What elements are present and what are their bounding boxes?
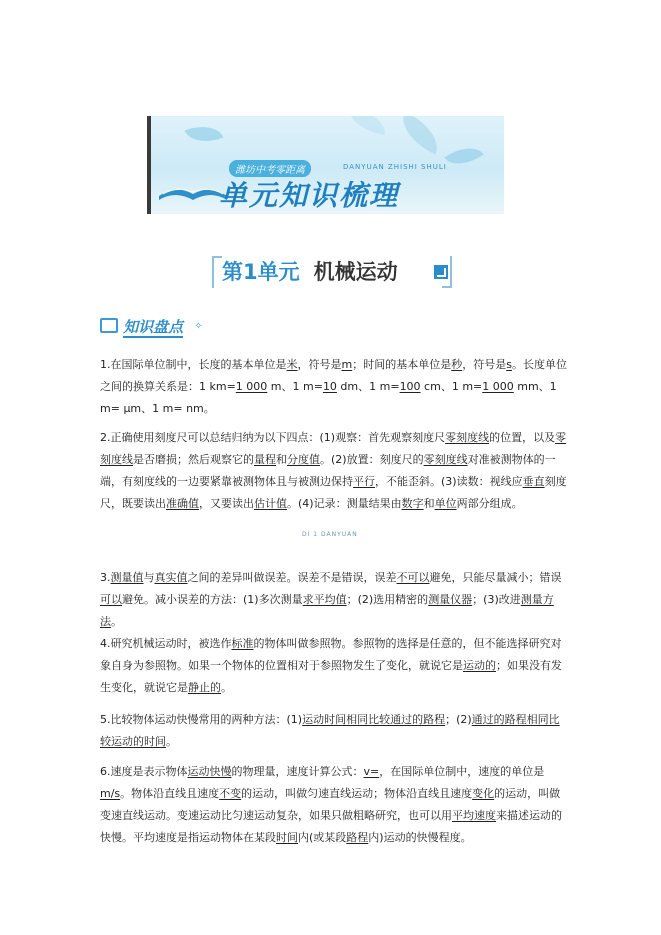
- answer: 静止的: [188, 681, 221, 694]
- paragraph-6: [100, 761, 568, 849]
- text: 2.正确使用刻度尺可以总结归纳为以下四点：(1)观察：首先观察刻度尺: [100, 431, 446, 444]
- leaf-decoration: [185, 119, 224, 149]
- text: 刻度尺，既要读出: [100, 475, 567, 510]
- arrow-icon: [434, 265, 448, 279]
- answer: 变化: [472, 787, 495, 800]
- answer: m/s: [100, 787, 121, 800]
- answer: 路程: [346, 831, 369, 844]
- answer: 平行: [353, 475, 375, 488]
- unit-topic: 机械运动: [313, 260, 398, 284]
- answer: 时间: [276, 831, 298, 844]
- answer: 测量方法: [100, 593, 554, 628]
- text: ，符号是: [462, 358, 507, 371]
- answer: 测量仪器: [428, 593, 473, 606]
- paragraph-5: [100, 709, 568, 753]
- text: 的物理量，速度计算公式：: [231, 765, 364, 778]
- answer: 不变: [219, 787, 242, 800]
- text: 与: [143, 571, 155, 584]
- answer: m: [341, 358, 353, 371]
- answer: 通过的路程相同比较运动的时间: [100, 713, 560, 748]
- text: 。: [221, 681, 232, 694]
- text: 6.速度是表示物体: [100, 765, 188, 778]
- text: 3.: [100, 571, 111, 584]
- answer: 单位: [434, 497, 457, 510]
- text: ，在国际单位制中，速度的单位是: [379, 765, 545, 778]
- answer: 10: [322, 380, 337, 393]
- text: 避免。减小误差的方法：(1)多次测量: [122, 593, 303, 606]
- text: ；(3)改进: [472, 593, 521, 606]
- text: 1.在国际单位制中，长度的基本单位是: [100, 358, 287, 371]
- leaf-decoration: [345, 116, 388, 135]
- unit-pinyin: DI 1 DANYUAN: [302, 531, 358, 538]
- answer: 1 000: [235, 380, 268, 393]
- text: ；(2)选用精密的: [346, 593, 429, 606]
- answer: 运动的: [463, 659, 496, 672]
- banner-edge: [147, 116, 151, 214]
- answer: 数字: [401, 497, 424, 510]
- text: 的位置，以及: [489, 431, 556, 444]
- text: 对准被测物体的一端，有刻度线的一边要紧靠被测物体且与被测边保持: [100, 453, 556, 488]
- answer: 米: [286, 358, 298, 371]
- text: dm、1 m=: [336, 380, 400, 393]
- answer: 求平均值: [302, 593, 347, 606]
- answer: 可以: [100, 593, 122, 606]
- banner-pinyin: DANYUAN ZHISHI SHULI: [343, 163, 447, 171]
- text: ，又要读出: [199, 497, 254, 510]
- text: m、1 m=: [267, 380, 323, 393]
- paragraph-1: [100, 354, 568, 420]
- answer: 不可以: [396, 571, 430, 584]
- header-banner: [147, 116, 504, 214]
- text: 。物体沿直线且速度: [120, 787, 220, 800]
- text: 避免，只能尽量减小；错误: [429, 571, 562, 584]
- section-heading: [100, 316, 203, 336]
- text: 5.比较物体运动快慢常用的两种方法：(1): [100, 713, 303, 726]
- answer: 运动快慢: [187, 765, 232, 778]
- answer: 平均速度: [452, 809, 496, 822]
- answer: 垂直: [522, 475, 545, 488]
- text: ，不能歪斜。(3)读数：视线应: [375, 475, 523, 488]
- text: 。: [166, 735, 177, 748]
- text: 是否磨损；然后观察它的: [133, 453, 254, 466]
- answer: 真实值: [154, 571, 188, 584]
- answer: 量程: [254, 453, 276, 466]
- text: cm、1 m=: [420, 380, 483, 393]
- banner-title: 单元知识梳理: [219, 179, 400, 212]
- answer: 零刻度线: [445, 431, 490, 444]
- bracket-decoration: [212, 256, 222, 288]
- answer: 准确值: [166, 497, 199, 510]
- text: ；如果没有发生变化，就说它是: [100, 659, 562, 694]
- sparkle-icon: ✧: [194, 321, 203, 332]
- text: 。(2)放置：刻度尺的: [320, 453, 424, 466]
- leaf-decoration: [444, 138, 483, 174]
- answer: 运动时间相同比较通过的路程: [302, 713, 446, 726]
- answer: 秒: [451, 358, 463, 371]
- text: 来描述运动的快慢。平均速度是指运动物体在某段: [100, 809, 562, 844]
- leaf-decoration: [394, 116, 447, 155]
- banner-subtitle: 潍坊中考零距离: [229, 160, 311, 177]
- text: 两部分组成。: [456, 497, 523, 510]
- answer: 100: [399, 380, 421, 393]
- paragraph-2: [100, 427, 568, 515]
- answer: 测量值: [110, 571, 144, 584]
- unit-number: 第1单元: [222, 260, 300, 284]
- text: 的运动，叫做变速直线运动。变速运动比匀速运动复杂，如果只做粗略研究，也可以用: [100, 787, 561, 822]
- text: ；(2): [445, 713, 472, 726]
- unit-title: [222, 256, 398, 286]
- answer: v=: [363, 765, 380, 778]
- answer: 零刻度线: [423, 453, 468, 466]
- text: 。长度单位之间的换算关系是：1 km=: [100, 358, 567, 393]
- answer: 1 000: [482, 380, 514, 393]
- text: 4.研究机械运动时，被选作: [100, 637, 232, 650]
- text: 。: [111, 615, 122, 628]
- answer: 分度值: [287, 453, 320, 466]
- text: mm、1 m=: [100, 380, 557, 415]
- answer: 估计值: [254, 497, 287, 510]
- text: ，符号是: [297, 358, 342, 371]
- text: 的物体叫做参照物。参照物的选择是任意的，但不能选择研究对象自身为参照物。如果一个物体的位置相对于参照物发生了变化，就说它是: [100, 637, 562, 672]
- text: 和: [276, 453, 287, 466]
- answer: 标准: [231, 637, 254, 650]
- text: 的运动，叫做匀速直线运动；物体沿直线且速度: [241, 787, 473, 800]
- paragraph-4: [100, 633, 568, 699]
- text: 和: [423, 497, 435, 510]
- text: 。(4)记录：测量结果由: [287, 497, 402, 510]
- folder-icon: [100, 318, 118, 333]
- text: 内)运动的快慢程度。: [368, 831, 472, 844]
- section-title: 知识盘点: [123, 318, 184, 336]
- answer: 零刻度线: [100, 431, 567, 466]
- text: 内(或某段: [298, 831, 347, 844]
- text: ；时间的基本单位是: [352, 358, 452, 371]
- text: μm、1 m= nm。: [123, 402, 215, 415]
- text: 之间的差异叫做误差。误差不是错误，误差: [187, 571, 397, 584]
- answer: s: [506, 358, 512, 371]
- paragraph-3: [100, 567, 568, 633]
